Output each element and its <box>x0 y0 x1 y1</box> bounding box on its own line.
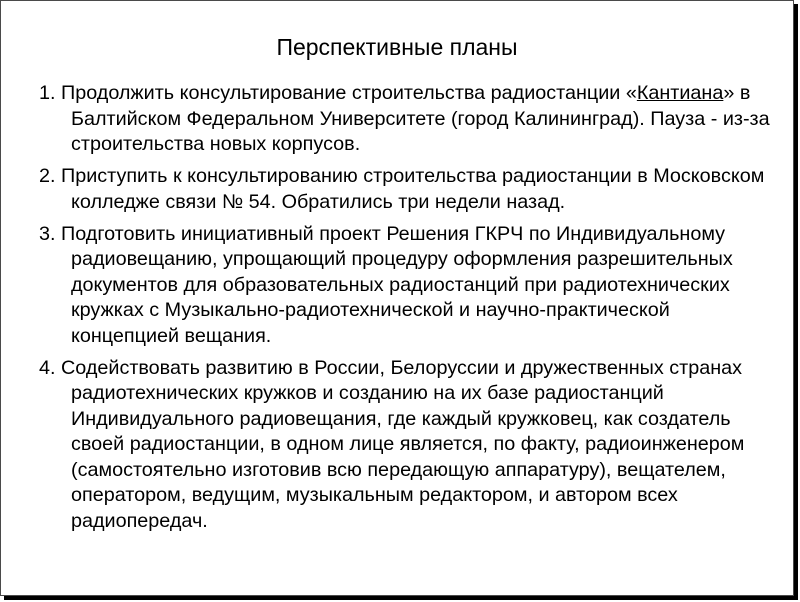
slide-title: Перспективные планы <box>276 34 518 60</box>
plan-item-number: 4. <box>39 356 56 379</box>
plan-item-number: 1. <box>39 82 56 104</box>
plan-item-4 <box>39 356 775 535</box>
plan-item-1 <box>39 81 775 158</box>
plan-item-text-after: » в Балтийском Федеральном Университете (город Калининград). Пауза - из-за строительства новых корпусов. <box>71 82 770 155</box>
plan-item-number: 2. <box>39 165 56 187</box>
plan-item-text-before: Продолжить консультирование строительства радиостанции « <box>61 82 637 104</box>
plans-list <box>39 81 775 541</box>
plan-item-text: Приступить к консультированию строительства радиостанции в Московском колледже связи № 54. Обратились три недели назад. <box>61 165 765 213</box>
plan-item-text: Подготовить инициативный проект Решения ГКРЧ по Индивидуальному радиовещанию, упрощающий процедуру оформления разрешительных документов для образовательных радиостанций при радиотехнических кружках с Музыкально-радиотехнической и научно-практической концепцией вещания. <box>61 222 733 347</box>
kantiana-link-text: Кантиана <box>636 82 724 104</box>
plan-item-3 <box>39 222 775 350</box>
plan-item-number: 3. <box>39 222 56 245</box>
plan-item-text: Содействовать развитию в России, Белоруссии и дружественных странах радиотехнических кружков и созданию на их базе радиостанций Индивидуального радиовещания, где каждый кружковец, как создатель своей радиостанции, в одном лице является, по факту, радиоинженером (самостоятельно изготовив всю передающую аппаратуру), вещателем, оператором, ведущим, музыкальным редактором, и автором всех радиопередач. <box>61 356 745 532</box>
plan-item-2 <box>39 164 775 215</box>
